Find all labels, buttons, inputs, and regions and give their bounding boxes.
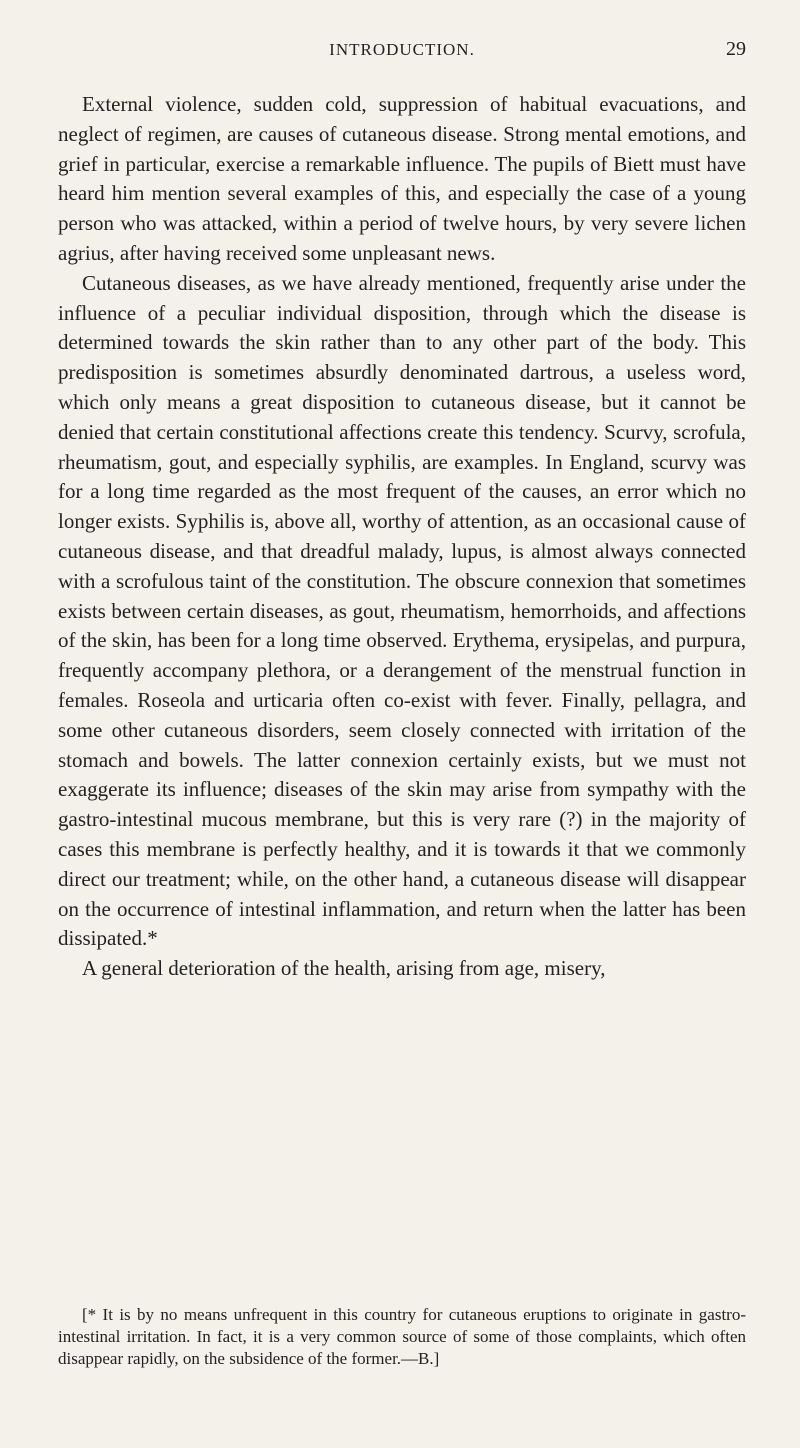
paragraph: A general deterioration of the health, arising from age, misery, xyxy=(82,956,606,981)
paragraph: External violence, sudden cold, suppression of habitual evacuations, and neglect of regimen, are causes of cutaneous disease. Strong mental emotions, and grief in particular, exercise a remarkable influence. The pupils of Biett must have heard him mention several examples of this, and especially the case of a young person who was attacked, within a period of twelve hours, by very severe lichen agrius, after having received some unpleasant news. xyxy=(58,92,746,265)
running-head: INTRODUCTION. xyxy=(329,40,475,59)
paragraph: Cutaneous diseases, as we have already mentioned, frequently arise under the influence of a peculiar individual disposition, through which the disease is determined towards the skin rather than to any other part of the body. This predisposition is sometimes absurdly denominated dartrous, a useless word, which only means a great disposition to cutaneous disease, but it cannot be denied that certain constitutional affections create this tendency. Scurvy, scrofula, rheumatism, gout, and especially syphilis, are examples. In England, scurvy was for a long time regarded as the most frequent of the causes, an error which no longer exists. Syphilis is, above all, worthy of attention, as an occasional cause of cutaneous disease, and that dreadful malady, lupus, is almost always connected with a scrofulous taint of the constitution. The obscure connexion that sometimes exists between certain diseases, as gout, rheumatism, hemorrhoids, and affections of the skin, has been for a long time observed. Erythema, erysipelas, and purpura, frequently accompany plethora, or a derangement of the menstrual function in females. Roseola and urticaria often co-exist with fever. Finally, pellagra, and some other cutaneous disorders, seem closely connected with irritation of the stomach and bowels. The latter connexion certainly exists, but we must not exaggerate its influence; diseases of the skin may arise from sympathy with the gastro-intestinal mucous membrane, but this is very rare (?) in the majority of cases this membrane is perfectly healthy, and it is towards it that we commonly direct our treatment; while, on the other hand, a cutaneous disease will disappear on the occurrence of intestinal inflammation, and return when the latter has been dissipated.* xyxy=(58,270,746,951)
page-number: 29 xyxy=(726,38,746,60)
page-header xyxy=(58,40,746,70)
footnote-text: [* It is by no means unfrequent in this country for cutaneous eruptions to originate in gastro-intestinal irritation. In fact, it is a very common source of some of those complaints, which often disappear rapidly, on the subsidence of the former.—B.] xyxy=(58,1305,746,1368)
footnote xyxy=(58,1304,746,1370)
body-text xyxy=(58,90,746,984)
